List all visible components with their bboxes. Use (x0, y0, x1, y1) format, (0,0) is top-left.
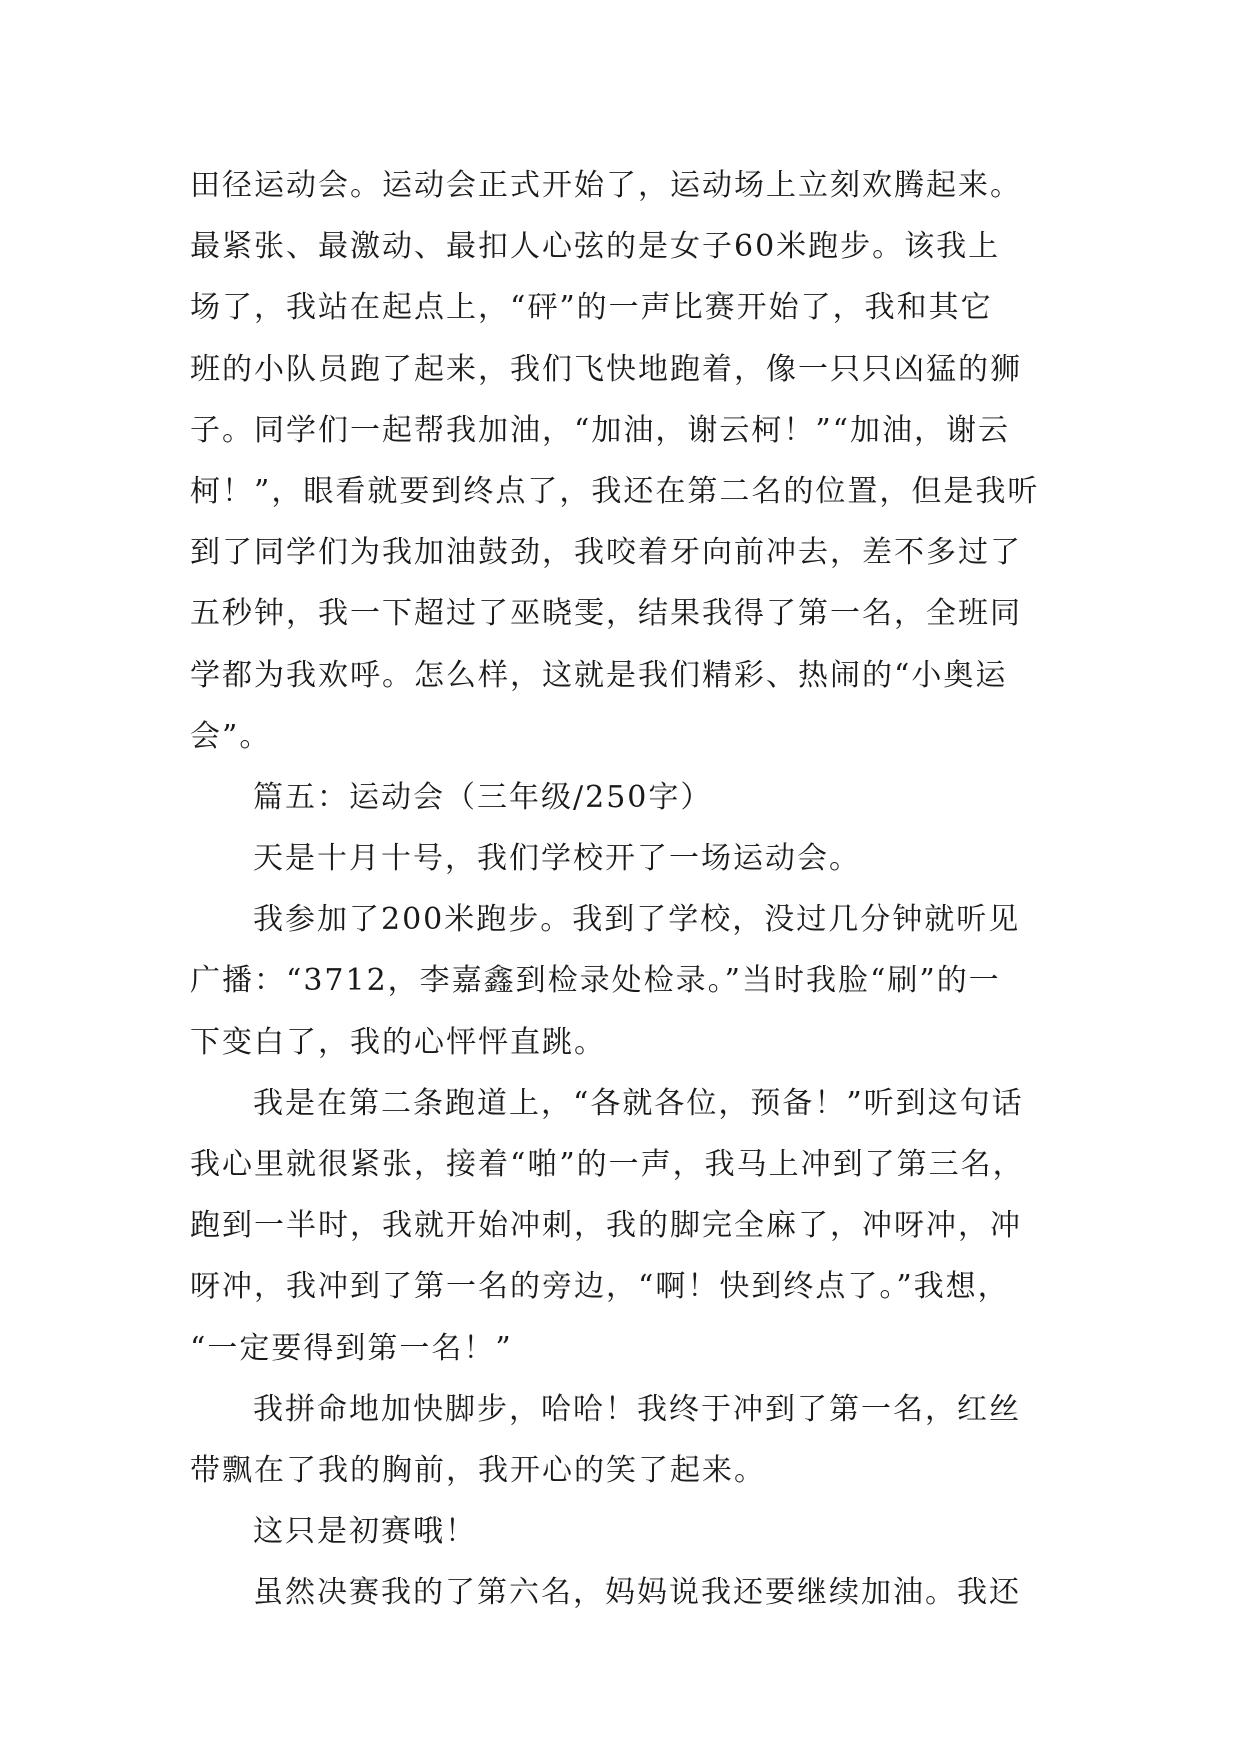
text-line: 呀冲，我冲到了第一名的旁边，“啊！快到终点了。”我想， (190, 1269, 1010, 1305)
text-line: 虽然决赛我的了第六名，妈妈说我还要继续加油。我还 (253, 1575, 1021, 1611)
text-line: 田径运动会。运动会正式开始了，运动场上立刻欢腾起来。 (190, 168, 1022, 203)
text-line: 这只是初赛哦！ (253, 1514, 477, 1550)
text-line: 子。同学们一起帮我加油，“加油，谢云柯！”“加油，谢云 (190, 412, 1011, 448)
text-line: 会”。 (190, 718, 272, 754)
text-line: 最紧张、最激动、最扣人心弦的是女子60米跑步。该我上 (190, 229, 1001, 265)
text-line: 带飘在了我的胸前，我开心的笑了起来。 (190, 1452, 766, 1488)
text-line: 班的小队员跑了起来，我们飞快地跑着，像一只只凶猛的狮 (190, 351, 1022, 387)
text-line: 柯！”，眼看就要到终点了，我还在第二名的位置，但是我听 (190, 473, 1040, 509)
text-line: 我是在第二条跑道上，“各就各位，预备！”听到这句话 (253, 1085, 1024, 1121)
text-line: 天是十月十号，我们学校开了一场运动会。 (253, 841, 861, 877)
text-line: 下变白了，我的心怦怦直跳。 (190, 1024, 606, 1060)
text-line: 五秒钟，我一下超过了巫晓雯，结果我得了第一名，全班同 (190, 596, 1022, 632)
text-line: 场了，我站在起点上，“砰”的一声比赛开始了，我和其它 (190, 290, 993, 326)
text-line: “一定要得到第一名！” (190, 1330, 513, 1366)
text-line: 我参加了200米跑步。我到了学校，没过几分钟就听见 (253, 902, 1021, 938)
text-line: 我拼命地加快脚步，哈哈！我终于冲到了第一名，红丝 (253, 1391, 1021, 1427)
text-line: 广播：“3712，李嘉鑫到检录处检录。”当时我脸“刷”的一 (190, 963, 1001, 999)
text-line: 到了同学们为我加油鼓劲，我咬着牙向前冲去，差不多过了 (190, 535, 1022, 571)
text-line: 篇五：运动会（三年级/250字） (253, 779, 713, 815)
text-line: 我心里就很紧张，接着“啪”的一声，我马上冲到了第三名， (190, 1147, 1025, 1182)
text-line: 跑到一半时，我就开始冲刺，我的脚完全麻了，冲呀冲，冲 (190, 1208, 1022, 1244)
document-body (190, 155, 1060, 1624)
text-line: 学都为我欢呼。怎么样，这就是我们精彩、热闹的“小奥运 (190, 657, 1008, 693)
